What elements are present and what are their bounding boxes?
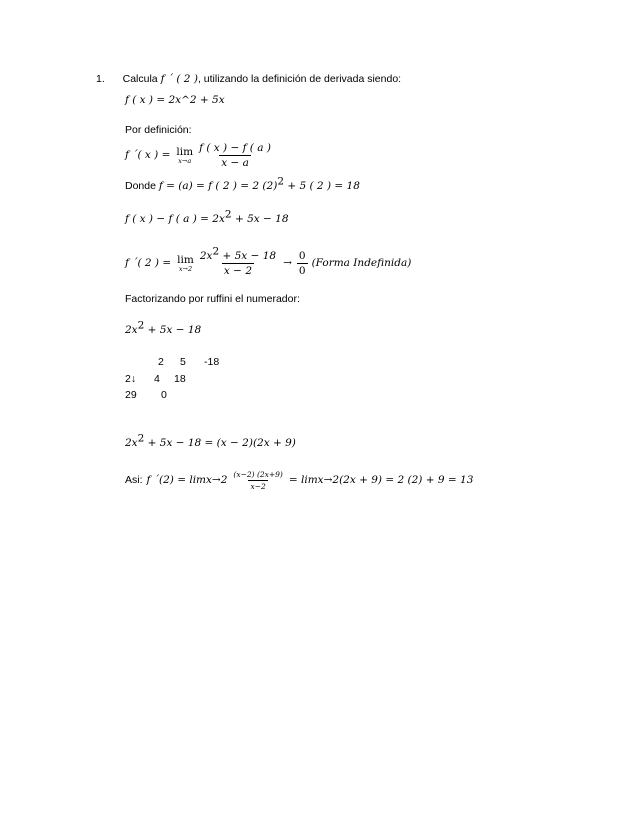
definition-lim-word: lim — [176, 145, 194, 158]
conclusion-prefix: Asi: — [125, 474, 143, 486]
evaluation-prefix: Donde — [125, 180, 156, 192]
definition-numerator: f ( x ) − f ( a ) — [199, 141, 271, 154]
conclusion-fraction — [231, 470, 284, 491]
difference-line — [125, 208, 289, 225]
difference-lhs: f ( x ) − f ( a ) = 2x — [125, 213, 225, 225]
zero-numerator: 0 — [298, 249, 306, 262]
problem-intro: Calcula — [122, 73, 158, 85]
evaluation-expression: f = (a) = f ( 2 ) = 2 (2) — [158, 180, 278, 192]
factor-poly-term: 2x — [125, 324, 138, 336]
limit-limit — [177, 254, 194, 273]
ruffini-r3-c1: 29 — [125, 389, 137, 401]
definition-lim-sub: x→a — [178, 156, 192, 165]
fprime-at-2: f ´ ( 2 ) — [160, 73, 198, 85]
limit-denominator: x − 2 — [223, 264, 252, 277]
conclusion-mid: = lim — [288, 474, 318, 486]
evaluation-line — [125, 175, 360, 192]
problem-number: 1. — [96, 73, 105, 85]
limit-arrow: → — [283, 257, 292, 269]
limit-step — [125, 245, 411, 281]
ruffini-r2-c1: 2↓ — [125, 373, 137, 385]
factored-rest: + 5x − 18 = (x − 2)(2x + 9) — [144, 437, 296, 449]
limit-num-term: 2x — [199, 249, 213, 262]
indeterminate-note: (Forma Indefinida) — [311, 257, 412, 269]
limit-num-exponent: 2 — [212, 245, 220, 257]
zero-denominator: 0 — [298, 264, 306, 277]
conclusion-result: (2x + 9) = 2 (2) + 9 = 13 — [339, 474, 474, 486]
conclusion-frac-den: x−2 — [250, 481, 266, 491]
limit-numerator — [198, 245, 278, 263]
ruffini-r3-c2: 0 — [161, 389, 167, 401]
limit-lhs: f ´( 2 ) = — [125, 257, 172, 269]
limit-lim-sub: x→2 — [178, 264, 193, 273]
ruffini-r1-c3: -18 — [204, 356, 220, 368]
ruffini-r2-c2: 4 — [154, 373, 160, 385]
factor-poly-rest: + 5x − 18 — [144, 324, 202, 336]
definition-lhs: f ´( x ) = — [125, 149, 171, 161]
factored-term: 2x — [125, 437, 138, 449]
conclusion-frac-num: (x−2) (2x+9) — [233, 469, 283, 479]
limit-num-rest: + 5x − 18 — [219, 249, 277, 262]
definition-formula — [125, 138, 275, 172]
definition-label: Por definición: — [125, 124, 192, 136]
conclusion-line: Asi: f ´(2) = lim x→2 $\frac{(x-2) (2x+9)}{x-2}$ = lim x→2 (2x + 9) = 2 (2) + 9 = 13 — [125, 469, 474, 491]
factor-poly-exponent: 2 — [137, 319, 145, 332]
difference-exponent: 2 — [224, 208, 232, 221]
factor-label: Factorizando por ruffini el numerador: — [125, 293, 300, 305]
limit-fraction — [198, 245, 278, 277]
factored-exponent: 2 — [137, 432, 145, 445]
function-definition: f ( x ) = 2x^2 + 5x — [125, 94, 225, 106]
zero-over-zero — [297, 250, 308, 277]
definition-limit — [176, 146, 193, 165]
difference-rest: + 5x − 18 — [231, 213, 289, 225]
evaluation-exponent: 2 — [277, 175, 284, 188]
conclusion-lhs: f ´(2) = lim — [146, 474, 207, 486]
factored-line — [125, 432, 296, 449]
limit-lim-word: lim — [177, 253, 194, 266]
problem-statement — [96, 73, 401, 85]
factor-polynomial — [125, 319, 202, 336]
definition-denominator: x − a — [221, 156, 249, 169]
ruffini-r2-c3: 18 — [174, 373, 186, 385]
definition-fraction — [197, 142, 273, 169]
evaluation-rest: + 5 ( 2 ) = 18 — [284, 180, 360, 192]
ruffini-r1-c2: 5 — [180, 356, 186, 368]
ruffini-r1-c1: 2 — [158, 356, 164, 368]
problem-intro-rest: , utilizando la definición de derivada siendo: — [197, 73, 402, 85]
